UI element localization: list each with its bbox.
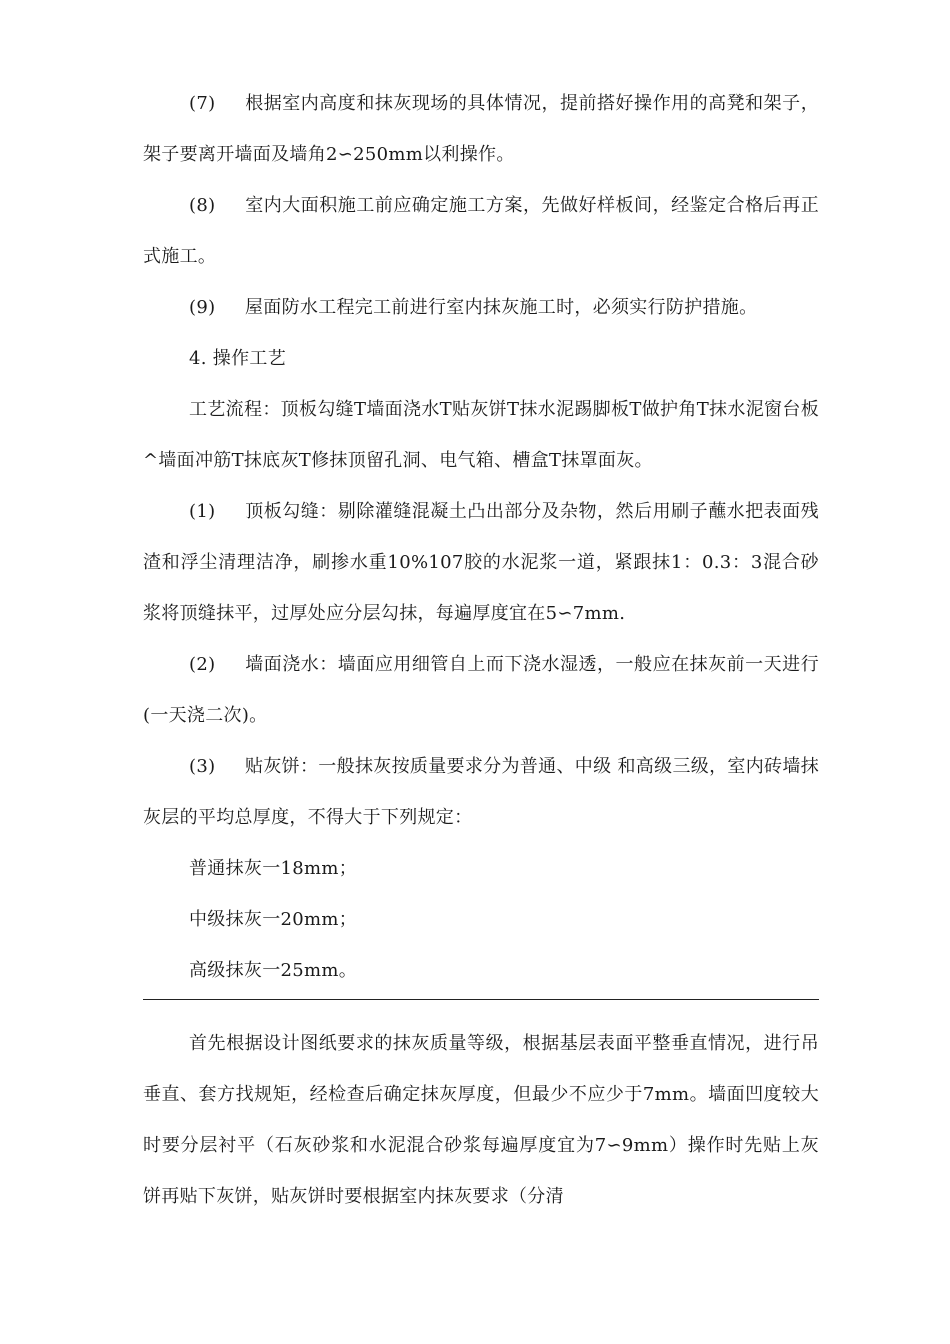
thickness-item-normal: 普通抹灰一18mm；	[189, 858, 358, 879]
list-item-8	[143, 180, 819, 282]
step-text: 顶板勾缝：剔除灌缝混凝土凸出部分及杂物，然后用刷子蘸水把表面残渣和浮尘清理洁净，刷掺水重10%107胶的水泥浆一道，紧跟抹1：0.3：3混合砂浆将顶缝抹平，过厚处应分层勾抹，每遍厚度宜在5∽7mm.	[143, 501, 819, 624]
item-text: 屋面防水工程完工前进行室内抹灰施工时，必须实行防护措施。	[245, 297, 758, 318]
item-number: (8)	[189, 195, 216, 216]
document-page-top	[143, 78, 819, 996]
section-heading: 4. 操作工艺	[189, 348, 286, 369]
step-item-2	[143, 639, 819, 741]
thickness-item-high: 高级抹灰一25mm。	[189, 960, 358, 981]
document-page-bottom	[143, 1018, 819, 1222]
step-number: (1)	[189, 501, 216, 522]
step-number: (2)	[189, 654, 216, 675]
step-number: (3)	[189, 756, 216, 777]
thickness-item-medium: 中级抹灰一20mm；	[189, 909, 358, 930]
item-text: 根据室内高度和抹灰现场的具体情况，提前搭好操作用的高凳和架子，架子要离开墙面及墙角2∽250mm以利操作。	[143, 93, 819, 165]
item-number: (7)	[189, 93, 216, 114]
horizontal-divider	[143, 999, 819, 1000]
step-text: 墙面浇水：墙面应用细管自上而下浇水湿透，一般应在抹灰前一天进行(一天浇二次)。	[143, 654, 819, 726]
step-text: 贴灰饼：一般抹灰按质量要求分为普通、中级 和高级三级，室内砖墙抹灰层的平均总厚度，不得大于下列规定：	[143, 756, 819, 828]
step-item-3	[143, 741, 819, 843]
step-item-1	[143, 486, 819, 639]
list-item-9	[143, 282, 819, 333]
item-text: 室内大面积施工前应确定施工方案，先做好样板间，经鉴定合格后再正式施工。	[143, 195, 819, 267]
item-number: (9)	[189, 297, 216, 318]
body-paragraph: 首先根据设计图纸要求的抹灰质量等级，根据基层表面平整垂直情况，进行吊垂直、套方找规矩，经检查后确定抹灰厚度，但最少不应少于7mm。墙面凹度较大时要分层衬平（石灰砂浆和水泥混合砂浆每遍厚度宜为7∽9mm）操作时先贴上灰饼再贴下灰饼，贴灰饼时要根据室内抹灰要求（分清	[143, 1033, 819, 1207]
process-flow-paragraph: 工艺流程：顶板勾缝T墙面浇水T贴灰饼T抹水泥踢脚板T做护角T抹水泥窗台板^墙面冲筋T抹底灰T修抹顶留孔洞、电气箱、槽盒T抹罩面灰。	[143, 399, 819, 471]
list-item-7	[143, 78, 819, 180]
